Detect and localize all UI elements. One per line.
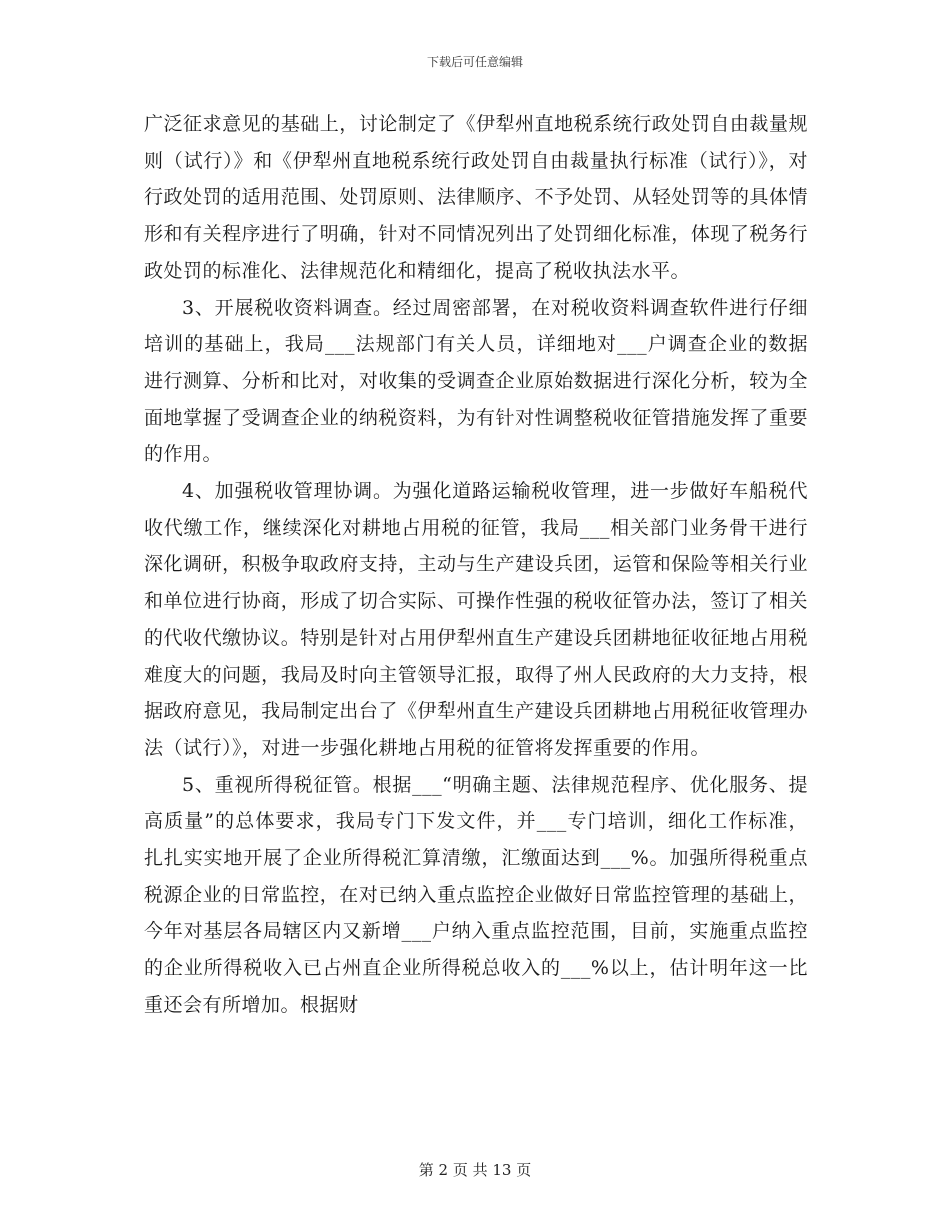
paragraph-section-5: 5、重视所得税征管。根据___“明确主题、法律规范程序、优化服务、提高质量”的总体要求，我局专门下发文件，并___专门培训，细化工作标准，扎扎实实地开展了企业所得税汇算清缴，汇缴面达到___%。加强所得税重点税源企业的日常监控，在对已纳入重点监控企业做好日常监控管理的基础上，今年对基层各局辖区内又新增___户纳入重点监控范围，目前，实施重点监控的企业所得税收入已占州直企业所得税总收入的___%以上，估计明年这一比重还会有所增加。根据财 — [144, 773, 808, 1016]
paragraph-section-4: 4、加强税收管理协调。为强化道路运输税收管理，进一步做好车船税代收代缴工作，继续深化对耕地占用税的征管，我局___相关部门业务骨干进行深化调研，积极争取政府支持，主动与生产建设兵团，运管和保险等相关行业和单位进行协商，形成了切合实际、可操作性强的税收征管办法，签订了相关的代收代缴协议。特别是针对占用伊犁州直生产建设兵团耕地征收征地占用税难度大的问题，我局及时向主管领导汇报，取得了州人民政府的大力支持，根据政府意见，我局制定出台了《伊犁州直生产建设兵团耕地占用税征收管理办法（试行）》，对进一步强化耕地占用税的征管将发挥重要的作用。 — [144, 480, 808, 759]
document-body — [144, 106, 808, 1024]
paragraph-continuation: 广泛征求意见的基础上，讨论制定了《伊犁州直地税系统行政处罚自由裁量规则（试行）》和《伊犁州直地税系统行政处罚自由裁量执行标准（试行）》，对行政处罚的适用范围、处罚原则、法律顺序、不予处罚、从轻处罚等的具体情形和有关程序进行了明确，针对不同情况列出了处罚细化标准，体现了税务行政处罚的标准化、法律规范化和精细化，提高了税收执法水平。 — [144, 113, 808, 282]
page-header: 下载后可任意编辑 — [426, 55, 523, 69]
paragraph-section-3: 3、开展税收资料调查。经过周密部署，在对税收资料调查软件进行仔细培训的基础上，我局___法规部门有关人员，详细地对___户调查企业的数据进行测算、分析和比对，对收集的受调查企业原始数据进行深化分析，较为全面地掌握了受调查企业的纳税资料，为有针对性调整税收征管措施发挥了重要的作用。 — [144, 296, 808, 466]
page-number-footer: 第 2 页 共 13 页 — [418, 1161, 532, 1179]
